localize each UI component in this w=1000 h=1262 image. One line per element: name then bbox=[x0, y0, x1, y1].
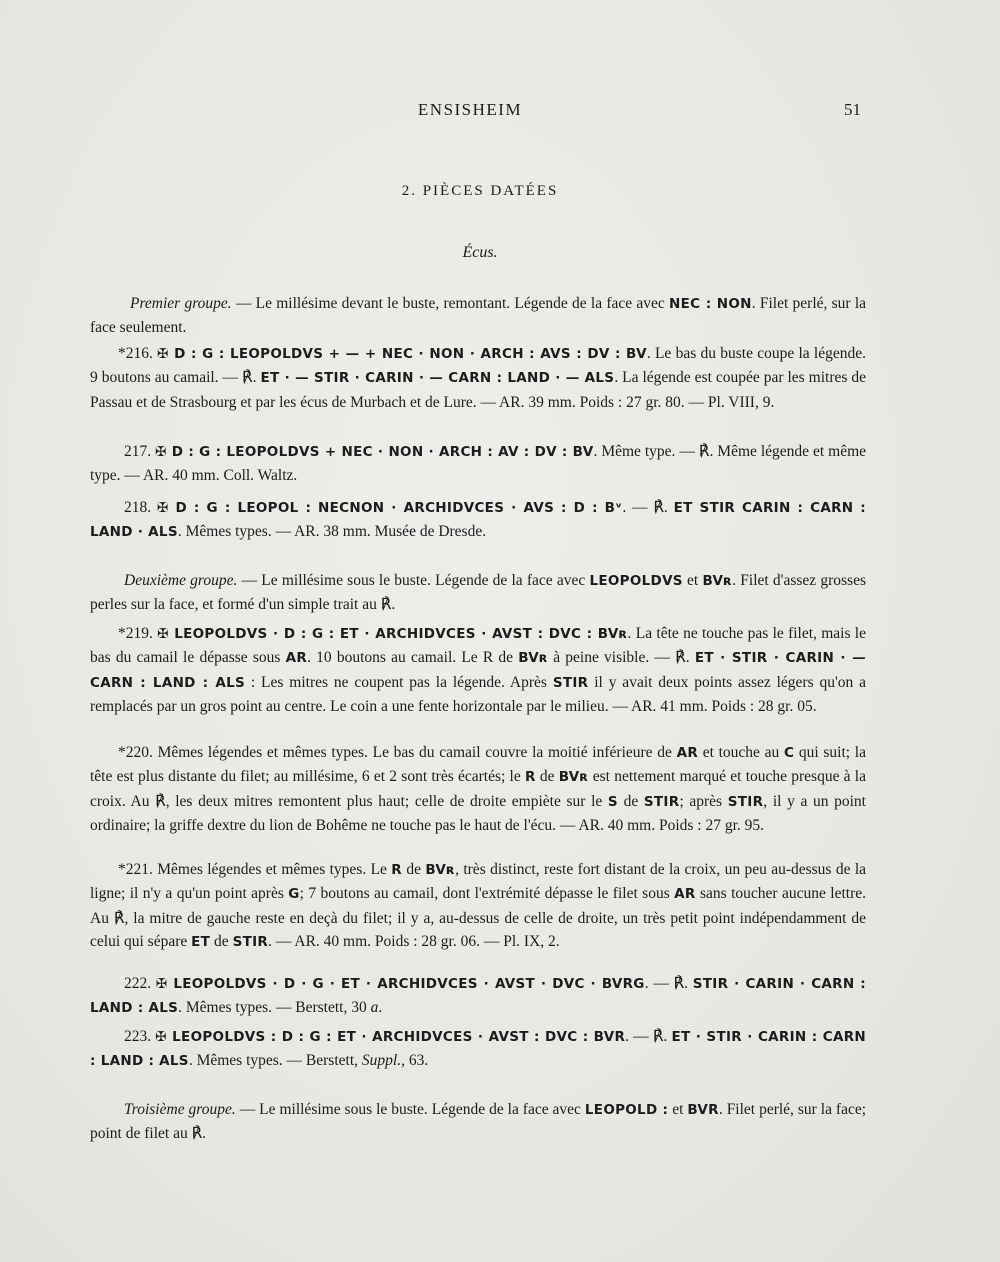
text-run: *220. Mêmes légendes et mêmes types. Le bas du camail couvre la moitié inférieure de bbox=[118, 744, 677, 761]
coin-legend: BVʀ bbox=[425, 862, 456, 878]
coin-legend: R bbox=[524, 769, 536, 786]
text-run: sans toucher aucune lettre. Au ℟, la mitre de gauche reste en deçà du filet; il y a, au-dessus de celle de droite, un très petit point indépendamment de celui qui sépare bbox=[90, 885, 866, 951]
coin-legend: ET STIR CARIN : CARN : LAND · ALS bbox=[90, 500, 867, 541]
text-run: ; après bbox=[679, 792, 728, 810]
text-run: , il y a un point ordinaire; la griffe dextre du lion de Bohême ne touche pas le haut de l'écu. — AR. 40 mm. Poids : 27 gr. 95. bbox=[90, 792, 866, 835]
text-run: . 10 boutons au camail. Le R de bbox=[307, 649, 519, 667]
text-run: ; 7 boutons au camail, dont l'extrémité dépasse le filet sous bbox=[299, 885, 675, 903]
coin-legend: STIR · CARIN · CARN : LAND : ALS bbox=[90, 976, 866, 1017]
text-run: il y avait deux points assez légers qu'on a remplacés par un gros point au centre. Le coin a une fente horizontale par le milieu. — AR. 41 mm. Poids : 28 gr. 05. bbox=[90, 673, 866, 716]
coin-legend: BVʀ bbox=[518, 650, 548, 667]
text-run: . — AR. 40 mm. Poids : 28 gr. 06. — Pl. IX, 2. bbox=[268, 933, 560, 951]
text-run: . — ℟. bbox=[622, 499, 674, 516]
text-run: de bbox=[535, 768, 559, 786]
coin-legend: BVʀ bbox=[702, 573, 733, 589]
text-run: . — ℟. bbox=[644, 975, 693, 992]
coin-legend: S bbox=[607, 793, 618, 810]
coin-legend: ET bbox=[191, 934, 211, 951]
coin-legend: ET · — STIR · CARIN · — CARN : LAND · — ALS bbox=[260, 370, 615, 387]
catalog-entry-221 bbox=[90, 858, 866, 955]
text-run: à peine visible. — ℟. bbox=[548, 649, 695, 667]
paragraph-text bbox=[90, 292, 866, 340]
text-run: . — ℟. bbox=[625, 1028, 672, 1045]
catalog-entry-219 bbox=[90, 622, 866, 719]
italic-text: Troisième groupe. bbox=[124, 1101, 236, 1118]
text-run: . Filet perlé, sur la face seulement. bbox=[90, 295, 867, 337]
coin-legend: BVR bbox=[687, 1102, 719, 1118]
coin-legend: STIR bbox=[552, 674, 589, 691]
coin-legend: AR bbox=[285, 650, 308, 667]
coin-legend: BVʀ bbox=[558, 769, 589, 786]
italic-text: a bbox=[370, 999, 379, 1017]
text-run: et touche au bbox=[698, 744, 784, 761]
italic-text: Premier groupe. bbox=[130, 295, 232, 312]
paragraph-text bbox=[90, 496, 866, 545]
paragraph-text bbox=[90, 622, 866, 719]
text-run: — Le millésime devant le buste, remontant. Légende de la face avec bbox=[231, 295, 669, 312]
text-run: 218. bbox=[124, 499, 157, 516]
text-run: , très distinct, reste fort distant de la croix, un peu au-dessus de la ligne; il n'y a qu'un point après bbox=[90, 861, 866, 903]
coin-legend: LEOPOLD : bbox=[584, 1102, 669, 1118]
coin-legend: AR bbox=[674, 886, 696, 903]
text-run: *221. Mêmes légendes et mêmes types. Le bbox=[118, 861, 392, 878]
coin-legend: AR bbox=[676, 745, 699, 761]
text-run: *216. bbox=[118, 345, 158, 362]
coin-legend: R bbox=[391, 862, 402, 878]
coin-legend: ET · STIR · CARIN : CARN : LAND : ALS bbox=[90, 1029, 866, 1070]
catalog-entry-220 bbox=[90, 741, 866, 838]
text-run: . Mêmes types. — AR. 38 mm. Musée de Dresde. bbox=[177, 523, 487, 541]
text-run: 222. bbox=[124, 975, 156, 992]
text-run: de bbox=[210, 933, 233, 951]
text-run: 223. bbox=[124, 1028, 156, 1045]
coin-legend: NEC : NON bbox=[669, 296, 752, 312]
paragraph-premier-groupe bbox=[90, 292, 866, 340]
paragraph-text bbox=[90, 342, 866, 414]
catalog-entry-217 bbox=[90, 440, 866, 488]
italic-text: Suppl. bbox=[361, 1052, 402, 1070]
paragraph-text bbox=[90, 972, 866, 1021]
text-run: de bbox=[617, 792, 644, 810]
text-run: . Mêmes types. — Berstett, bbox=[188, 1052, 362, 1070]
text-run: est nettement marqué et touche presque à la croix. Au ℟, les deux mitres remontent plus haut; celle de droite empiète sur le bbox=[90, 768, 866, 810]
coin-legend: ✠ D : G : LEOPOLDVS + — + NEC · NON · ARCH : AVS : DV : BV bbox=[157, 346, 647, 362]
catalog-entry-218 bbox=[90, 496, 866, 545]
text-run: 217. bbox=[124, 443, 156, 460]
coin-legend: ✠ LEOPOLDVS : D : G : ET · ARCHIDVCES · AVST : DVC : BVR bbox=[155, 1029, 626, 1045]
paragraph-text bbox=[90, 1098, 866, 1146]
text-run: — Le millésime sous le buste. Légende de la face avec bbox=[235, 1101, 585, 1118]
text-run: . Filet d'assez grosses perles sur la face, et formé d'un simple trait au ℟. bbox=[90, 572, 866, 614]
text-run: . La légende est coupée par les mitres de Passau et de Strasbourg et par les écus de Murbach et de Lure. — AR. 39 mm. Poids : 27 gr. 80. — Pl. VIII, 9. bbox=[90, 369, 866, 411]
coin-legend: ✠ LEOPOLDVS · D : G : ET · ARCHIDVCES · AVST : DVC : BVʀ bbox=[157, 626, 628, 642]
text-run: de bbox=[401, 861, 426, 878]
catalog-entry-222 bbox=[90, 972, 866, 1021]
text-run: . Filet perlé, sur la face; point de filet au ℟. bbox=[90, 1101, 867, 1143]
text-run: , 63. bbox=[401, 1052, 429, 1070]
coin-legend: ✠ D : G : LEOPOL : NECNON · ARCHIDVCES · AVS : D : Bᵛ bbox=[156, 500, 623, 516]
text-run: . Le bas du buste coupe la légende. 9 boutons au camail. — ℟. bbox=[90, 345, 866, 387]
text-run: . bbox=[378, 999, 383, 1017]
coin-legend: ✠ LEOPOLDVS · D · G · ET · ARCHIDVCES · AVST · DVC · BVRG bbox=[155, 976, 645, 992]
text-run: . La tête ne touche pas le filet, mais le bas du camail le dépasse sous bbox=[90, 625, 866, 667]
coin-legend: G bbox=[288, 886, 300, 903]
paragraph-troisieme-groupe bbox=[90, 1098, 866, 1146]
text-run: — Le millésime sous le buste. Légende de la face avec bbox=[237, 572, 590, 589]
paragraph-text bbox=[90, 569, 866, 617]
coin-legend: ✠ D : G : LEOPOLDVS + NEC · NON · ARCH : AV : DV : BV bbox=[155, 444, 594, 460]
text-run: : Les mitres ne coupent pas la légende. Après bbox=[245, 673, 553, 691]
italic-text: Deuxième groupe. bbox=[124, 572, 238, 589]
coin-legend: STIR bbox=[232, 934, 269, 951]
coin-legend: C bbox=[783, 745, 795, 761]
catalog-entry-223 bbox=[90, 1025, 866, 1074]
catalog-entry-216 bbox=[90, 342, 866, 414]
page-number: 51 bbox=[844, 100, 861, 119]
running-title: ENSISHEIM bbox=[417, 100, 523, 119]
text-run: . Mêmes types. — Berstett, 30 bbox=[178, 999, 371, 1017]
coin-legend: STIR bbox=[643, 793, 680, 810]
paragraph-deuxieme-groupe bbox=[90, 569, 866, 617]
paragraph-text bbox=[90, 440, 866, 488]
coin-legend: LEOPOLDVS bbox=[589, 573, 683, 589]
section-title: 2. PIÈCES DATÉES bbox=[401, 183, 559, 199]
text-run: et bbox=[682, 572, 703, 589]
text-run: qui suit; la tête est plus distante du filet; au millésime, 6 et 2 sont très écartés; le bbox=[90, 744, 866, 786]
paragraph-text bbox=[90, 1025, 866, 1074]
paragraph-text bbox=[90, 858, 866, 955]
subsection-title: Écus. bbox=[462, 244, 498, 261]
paragraph-text bbox=[90, 741, 866, 838]
coin-legend: STIR bbox=[727, 793, 764, 810]
text-run: *219. bbox=[118, 625, 158, 642]
text-run: . Même type. — ℟. Même légende et même type. — AR. 40 mm. Coll. Waltz. bbox=[90, 443, 867, 485]
text-run: et bbox=[668, 1101, 688, 1118]
coin-legend: ET · STIR · CARIN · — CARN : LAND : ALS bbox=[90, 650, 866, 691]
